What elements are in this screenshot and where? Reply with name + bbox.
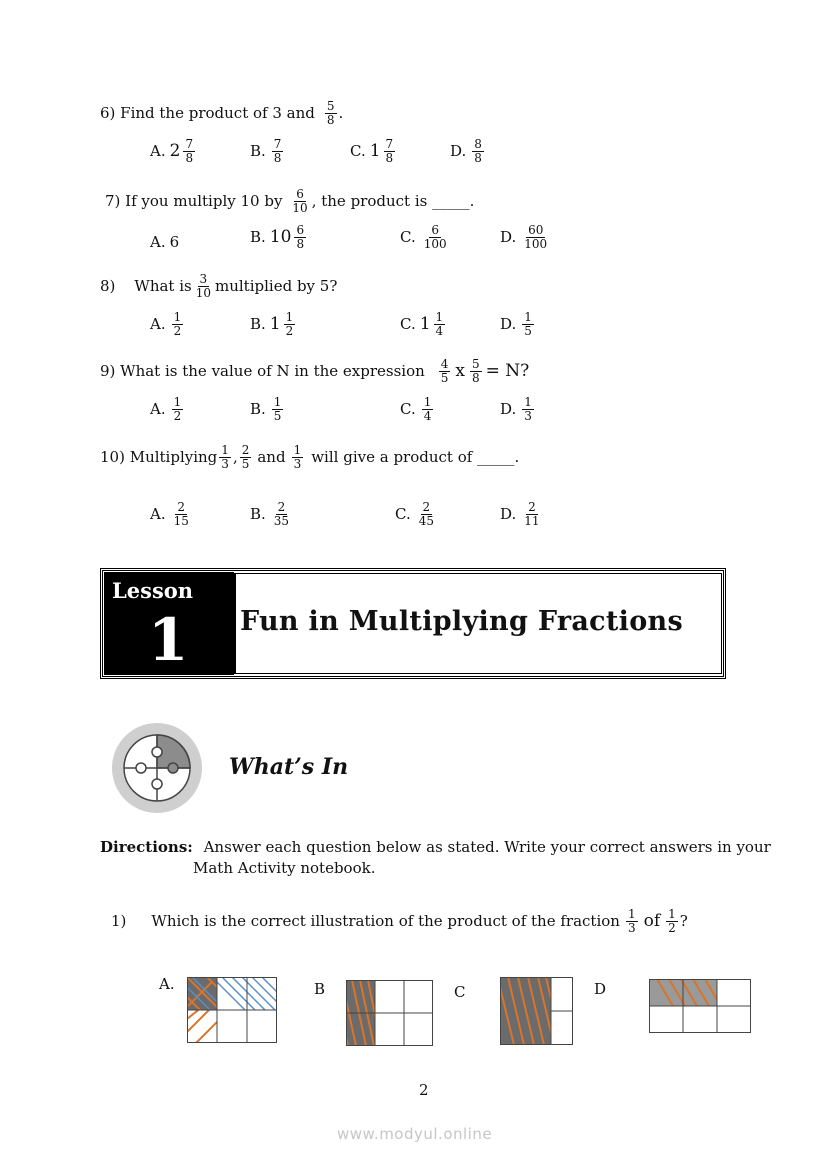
- question-10: 10) Multiplying $\frac{1}{3}$ , $\frac{2}{5}$ and $\frac{1}{3}$ will give a product of _____.: [100, 443, 520, 471]
- choice-9b: B. $\frac{1}{5}$: [250, 395, 282, 423]
- directions-text: Answer each question below as stated. Write your correct answers in your: [203, 838, 771, 856]
- choice-8a: A. $\frac{1}{2}$: [150, 310, 182, 338]
- choice-7c: C. $\frac{6}{100}$: [400, 223, 447, 251]
- lesson-label: Lesson: [112, 578, 194, 603]
- option-c-grid[interactable]: [500, 977, 573, 1045]
- puzzle-icon: [111, 722, 203, 818]
- choice-9d: D. $\frac{1}{3}$: [500, 395, 532, 423]
- choice-8c: C. 1 $\frac{1}{4}$: [400, 310, 444, 338]
- page-number: 2: [419, 1081, 429, 1099]
- choice-6b: B. $\frac{7}{8}$: [250, 137, 282, 165]
- question-7: 7) If you multiply 10 by $\frac{6}{10}$ , the product is _____.: [105, 187, 475, 215]
- choice-7a: A. 6: [150, 233, 180, 251]
- choice-6a: A. 2 $\frac{7}{8}$: [150, 137, 194, 165]
- choice-10b: B. $\frac{2}{35}$: [250, 500, 290, 528]
- option-a-grid[interactable]: [187, 977, 277, 1043]
- lesson-title: Fun in Multiplying Fractions: [240, 606, 683, 637]
- choice-9c: C. $\frac{1}{4}$: [400, 395, 432, 423]
- choice-7b: B. 10 $\frac{6}{8}$: [250, 223, 305, 251]
- choice-9a: A. $\frac{1}{2}$: [150, 395, 182, 423]
- question-6-text: 6) Find the product of 3 and: [100, 104, 315, 123]
- choice-10a: A. $\frac{2}{15}$: [150, 500, 189, 528]
- lesson-number-block: [104, 572, 234, 675]
- question-1: 1) Which is the correct illustration of the product of the fraction $\frac{1}{3}$ of $\frac{1}{2}$ ?: [111, 907, 688, 935]
- choice-10c: C. $\frac{2}{45}$: [395, 500, 434, 528]
- option-c-label: C: [454, 983, 466, 1001]
- option-a-label: A.: [159, 975, 175, 993]
- whats-in-heading: What’s In: [229, 754, 349, 780]
- choice-7d: D. $\frac{60}{100}$: [500, 223, 548, 251]
- fraction: $\frac{5}{8}$: [326, 99, 335, 127]
- directions: [100, 838, 771, 856]
- question-9: 9) What is the value of N in the expression $\frac{4}{5}$ x $\frac{5}{8}$ = N?: [100, 357, 530, 385]
- choice-10d: D. $\frac{2}{11}$: [500, 500, 540, 528]
- question-6: 6) Find the product of 3 and $\frac{5}{8}$ .: [100, 99, 344, 127]
- option-d-label: D: [594, 980, 607, 998]
- watermark: www.modyul.online: [337, 1125, 493, 1143]
- lesson-number: 1: [148, 606, 189, 674]
- directions-label: Directions:: [100, 838, 193, 856]
- option-d-grid[interactable]: [649, 979, 751, 1033]
- choice-8d: D. $\frac{1}{5}$: [500, 310, 532, 338]
- option-b-grid[interactable]: [346, 980, 433, 1046]
- option-b-label: B: [314, 980, 326, 998]
- directions-line-2: Math Activity notebook.: [193, 859, 376, 877]
- question-8: 8) What is $\frac{3}{10}$ multiplied by 5?: [100, 272, 338, 300]
- choice-8b: B. 1 $\frac{1}{2}$: [250, 310, 294, 338]
- choice-6c: C. 1 $\frac{7}{8}$: [350, 137, 394, 165]
- choice-6d: D. $\frac{8}{8}$: [450, 137, 482, 165]
